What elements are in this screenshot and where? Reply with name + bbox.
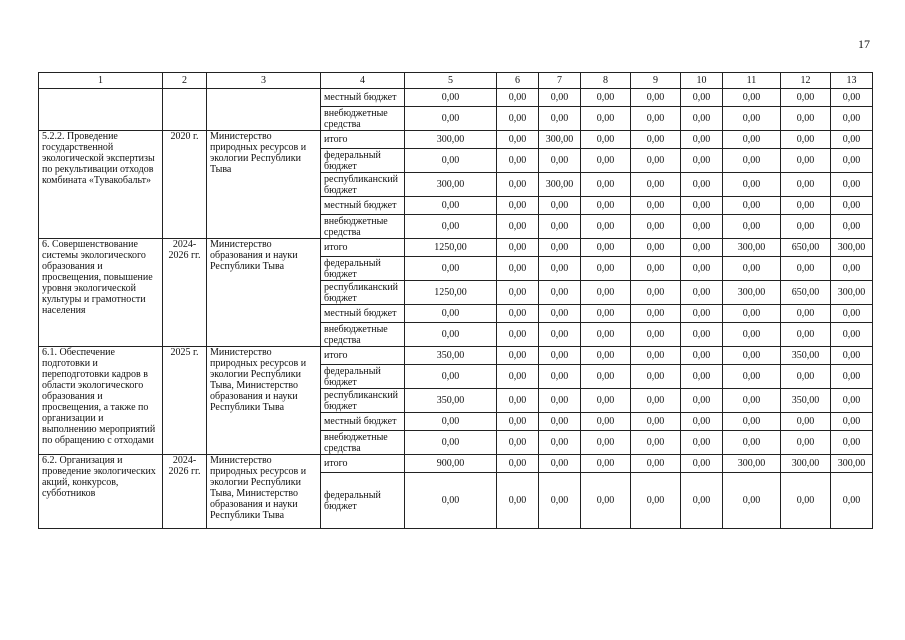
header-cell: 3 [207, 73, 321, 89]
amount-cell: 300,00 [723, 239, 781, 257]
amount-cell: 300,00 [781, 455, 831, 473]
amount-cell: 650,00 [781, 239, 831, 257]
table-row [39, 347, 873, 365]
funding-source-cell: местный бюджет [321, 305, 405, 323]
amount-cell: 0,00 [681, 365, 723, 389]
amount-cell: 0,00 [631, 131, 681, 149]
table-row [39, 455, 873, 473]
amount-cell: 0,00 [681, 413, 723, 431]
amount-cell: 300,00 [405, 131, 497, 149]
budget-table [38, 72, 873, 529]
amount-cell: 0,00 [539, 473, 581, 529]
amount-cell: 0,00 [497, 431, 539, 455]
funding-source-cell: местный бюджет [321, 197, 405, 215]
activity-name-cell: 5.2.2. Проведение государственной экологической экспертизы по рекультивации отходов комбината «Тувакобальт» [39, 131, 163, 239]
amount-cell: 0,00 [831, 257, 873, 281]
amount-cell: 350,00 [405, 347, 497, 365]
header-cell: 2 [163, 73, 207, 89]
amount-cell: 0,00 [581, 473, 631, 529]
amount-cell: 0,00 [781, 257, 831, 281]
amount-cell: 0,00 [497, 197, 539, 215]
year-cell [163, 89, 207, 131]
activity-name-cell: 6. Совершенствование системы экологического образования и просвещения, повышение уровня экологической культуры и грамотности населения [39, 239, 163, 347]
amount-cell: 0,00 [497, 215, 539, 239]
amount-cell: 0,00 [681, 173, 723, 197]
amount-cell: 0,00 [631, 197, 681, 215]
amount-cell: 0,00 [539, 239, 581, 257]
amount-cell: 0,00 [681, 281, 723, 305]
amount-cell: 0,00 [723, 389, 781, 413]
amount-cell: 300,00 [539, 131, 581, 149]
amount-cell: 0,00 [497, 173, 539, 197]
amount-cell: 0,00 [781, 197, 831, 215]
amount-cell: 0,00 [723, 257, 781, 281]
amount-cell: 0,00 [631, 347, 681, 365]
amount-cell: 300,00 [831, 455, 873, 473]
amount-cell: 0,00 [539, 323, 581, 347]
amount-cell: 0,00 [497, 257, 539, 281]
year-cell: 2020 г. [163, 131, 207, 239]
header-cell: 8 [581, 73, 631, 89]
amount-cell: 0,00 [831, 431, 873, 455]
amount-cell: 0,00 [723, 197, 781, 215]
amount-cell: 0,00 [723, 413, 781, 431]
amount-cell: 0,00 [631, 473, 681, 529]
amount-cell: 0,00 [581, 365, 631, 389]
amount-cell: 0,00 [581, 131, 631, 149]
amount-cell: 0,00 [539, 89, 581, 107]
amount-cell: 650,00 [781, 281, 831, 305]
header-cell: 12 [781, 73, 831, 89]
amount-cell: 0,00 [581, 215, 631, 239]
amount-cell: 0,00 [681, 197, 723, 215]
amount-cell: 0,00 [631, 173, 681, 197]
amount-cell: 0,00 [781, 89, 831, 107]
amount-cell: 0,00 [723, 215, 781, 239]
amount-cell: 0,00 [581, 431, 631, 455]
funding-source-cell: федеральный бюджет [321, 365, 405, 389]
amount-cell: 300,00 [831, 239, 873, 257]
header-cell: 1 [39, 73, 163, 89]
amount-cell: 0,00 [405, 413, 497, 431]
amount-cell: 0,00 [497, 455, 539, 473]
amount-cell: 0,00 [497, 281, 539, 305]
amount-cell: 0,00 [723, 365, 781, 389]
amount-cell: 0,00 [405, 257, 497, 281]
amount-cell: 0,00 [781, 149, 831, 173]
amount-cell: 0,00 [723, 473, 781, 529]
activity-name-cell: 6.2. Организация и проведение экологических акций, конкурсов, субботников [39, 455, 163, 529]
funding-source-cell: федеральный бюджет [321, 473, 405, 529]
header-cell: 11 [723, 73, 781, 89]
amount-cell: 0,00 [723, 89, 781, 107]
amount-cell: 0,00 [539, 257, 581, 281]
amount-cell: 0,00 [681, 131, 723, 149]
amount-cell: 0,00 [831, 131, 873, 149]
amount-cell: 0,00 [631, 281, 681, 305]
amount-cell: 0,00 [405, 473, 497, 529]
amount-cell: 0,00 [681, 347, 723, 365]
amount-cell: 0,00 [781, 305, 831, 323]
amount-cell: 0,00 [681, 389, 723, 413]
amount-cell: 0,00 [781, 413, 831, 431]
amount-cell: 0,00 [539, 305, 581, 323]
amount-cell: 0,00 [723, 305, 781, 323]
amount-cell: 0,00 [723, 431, 781, 455]
funding-source-cell: итого [321, 347, 405, 365]
amount-cell: 0,00 [539, 365, 581, 389]
table-row [39, 239, 873, 257]
funding-source-cell: республиканский бюджет [321, 389, 405, 413]
amount-cell: 0,00 [631, 413, 681, 431]
amount-cell: 0,00 [581, 173, 631, 197]
amount-cell: 0,00 [497, 323, 539, 347]
amount-cell: 350,00 [781, 389, 831, 413]
funding-source-cell: итого [321, 239, 405, 257]
amount-cell: 0,00 [497, 239, 539, 257]
amount-cell: 0,00 [497, 305, 539, 323]
amount-cell: 0,00 [723, 347, 781, 365]
amount-cell: 0,00 [681, 323, 723, 347]
amount-cell: 0,00 [631, 389, 681, 413]
amount-cell: 0,00 [781, 323, 831, 347]
amount-cell: 0,00 [831, 173, 873, 197]
table-row [39, 131, 873, 149]
amount-cell: 0,00 [405, 305, 497, 323]
amount-cell: 0,00 [497, 347, 539, 365]
table-row [39, 89, 873, 107]
funding-source-cell: внебюджетные средства [321, 107, 405, 131]
amount-cell: 0,00 [723, 107, 781, 131]
amount-cell: 0,00 [631, 89, 681, 107]
amount-cell: 300,00 [723, 281, 781, 305]
executor-cell: Министерство образования и науки Республики Тыва [207, 239, 321, 347]
amount-cell: 0,00 [781, 431, 831, 455]
funding-source-cell: республиканский бюджет [321, 281, 405, 305]
header-row [39, 73, 873, 89]
funding-source-cell: внебюджетные средства [321, 215, 405, 239]
amount-cell: 0,00 [631, 107, 681, 131]
amount-cell: 0,00 [723, 131, 781, 149]
amount-cell: 900,00 [405, 455, 497, 473]
amount-cell: 0,00 [631, 215, 681, 239]
funding-source-cell: федеральный бюджет [321, 149, 405, 173]
amount-cell: 0,00 [681, 149, 723, 173]
funding-source-cell: итого [321, 131, 405, 149]
amount-cell: 0,00 [781, 173, 831, 197]
amount-cell: 0,00 [681, 473, 723, 529]
amount-cell: 0,00 [405, 323, 497, 347]
amount-cell: 0,00 [539, 149, 581, 173]
amount-cell: 1250,00 [405, 239, 497, 257]
amount-cell: 0,00 [681, 305, 723, 323]
header-cell: 5 [405, 73, 497, 89]
header-cell: 7 [539, 73, 581, 89]
amount-cell: 0,00 [581, 281, 631, 305]
amount-cell: 1250,00 [405, 281, 497, 305]
amount-cell: 0,00 [581, 107, 631, 131]
page-number: 17 [858, 37, 870, 51]
funding-source-cell: внебюджетные средства [321, 323, 405, 347]
amount-cell: 0,00 [831, 107, 873, 131]
amount-cell: 0,00 [539, 215, 581, 239]
amount-cell: 0,00 [681, 107, 723, 131]
amount-cell: 0,00 [681, 215, 723, 239]
amount-cell: 0,00 [539, 413, 581, 431]
amount-cell: 0,00 [631, 365, 681, 389]
amount-cell: 0,00 [781, 365, 831, 389]
amount-cell: 0,00 [405, 431, 497, 455]
amount-cell: 0,00 [723, 149, 781, 173]
amount-cell: 0,00 [681, 257, 723, 281]
amount-cell: 0,00 [539, 107, 581, 131]
amount-cell: 0,00 [631, 239, 681, 257]
activity-name-cell [39, 89, 163, 131]
amount-cell: 0,00 [723, 323, 781, 347]
amount-cell: 0,00 [831, 389, 873, 413]
amount-cell: 0,00 [581, 149, 631, 173]
amount-cell: 0,00 [831, 323, 873, 347]
amount-cell: 0,00 [539, 389, 581, 413]
amount-cell: 0,00 [581, 455, 631, 473]
amount-cell: 0,00 [631, 431, 681, 455]
header-cell: 6 [497, 73, 539, 89]
funding-source-cell: итого [321, 455, 405, 473]
amount-cell: 0,00 [581, 197, 631, 215]
amount-cell: 0,00 [405, 107, 497, 131]
amount-cell: 0,00 [497, 89, 539, 107]
funding-source-cell: федеральный бюджет [321, 257, 405, 281]
executor-cell: Министерство природных ресурсов и экологии Республики Тыва, Министерство образования и науки Республики Тыва [207, 347, 321, 455]
amount-cell: 0,00 [497, 413, 539, 431]
amount-cell: 0,00 [831, 89, 873, 107]
amount-cell: 0,00 [497, 149, 539, 173]
header-cell: 13 [831, 73, 873, 89]
amount-cell: 300,00 [831, 281, 873, 305]
amount-cell: 0,00 [539, 431, 581, 455]
amount-cell: 0,00 [831, 149, 873, 173]
table-body [39, 73, 873, 529]
amount-cell: 0,00 [539, 281, 581, 305]
amount-cell: 0,00 [831, 413, 873, 431]
amount-cell: 0,00 [405, 89, 497, 107]
amount-cell: 0,00 [681, 89, 723, 107]
executor-cell: Министерство природных ресурсов и экологии Республики Тыва [207, 131, 321, 239]
executor-cell [207, 89, 321, 131]
amount-cell: 0,00 [681, 455, 723, 473]
year-cell: 2024-2026 гг. [163, 239, 207, 347]
amount-cell: 0,00 [497, 107, 539, 131]
amount-cell: 0,00 [831, 215, 873, 239]
amount-cell: 0,00 [405, 215, 497, 239]
amount-cell: 0,00 [831, 473, 873, 529]
amount-cell: 0,00 [781, 107, 831, 131]
amount-cell: 0,00 [631, 257, 681, 281]
amount-cell: 0,00 [581, 89, 631, 107]
funding-source-cell: внебюджетные средства [321, 431, 405, 455]
funding-source-cell: местный бюджет [321, 89, 405, 107]
amount-cell: 0,00 [539, 197, 581, 215]
amount-cell: 0,00 [781, 131, 831, 149]
amount-cell: 0,00 [581, 257, 631, 281]
amount-cell: 0,00 [581, 347, 631, 365]
executor-cell: Министерство природных ресурсов и экологии Республики Тыва, Министерство образования и науки Республики Тыва [207, 455, 321, 529]
amount-cell: 0,00 [781, 473, 831, 529]
amount-cell: 0,00 [781, 215, 831, 239]
amount-cell: 0,00 [405, 149, 497, 173]
amount-cell: 0,00 [831, 197, 873, 215]
amount-cell: 0,00 [539, 455, 581, 473]
amount-cell: 300,00 [723, 455, 781, 473]
amount-cell: 0,00 [631, 455, 681, 473]
amount-cell: 0,00 [539, 347, 581, 365]
amount-cell: 0,00 [581, 323, 631, 347]
amount-cell: 0,00 [405, 197, 497, 215]
funding-source-cell: местный бюджет [321, 413, 405, 431]
amount-cell: 0,00 [681, 431, 723, 455]
header-cell: 4 [321, 73, 405, 89]
amount-cell: 0,00 [497, 473, 539, 529]
amount-cell: 0,00 [631, 149, 681, 173]
amount-cell: 0,00 [405, 365, 497, 389]
amount-cell: 0,00 [497, 365, 539, 389]
amount-cell: 0,00 [831, 305, 873, 323]
amount-cell: 0,00 [581, 389, 631, 413]
header-cell: 9 [631, 73, 681, 89]
amount-cell: 0,00 [831, 347, 873, 365]
amount-cell: 0,00 [631, 305, 681, 323]
activity-name-cell: 6.1. Обеспечение подготовки и переподготовки кадров в области экологического образования и просвещения, а также по организации и выполнению мероприятий по обращению с отходами [39, 347, 163, 455]
amount-cell: 0,00 [581, 305, 631, 323]
amount-cell: 0,00 [497, 389, 539, 413]
amount-cell: 350,00 [781, 347, 831, 365]
header-cell: 10 [681, 73, 723, 89]
amount-cell: 300,00 [539, 173, 581, 197]
amount-cell: 0,00 [631, 323, 681, 347]
amount-cell: 0,00 [831, 365, 873, 389]
amount-cell: 0,00 [681, 239, 723, 257]
amount-cell: 0,00 [581, 239, 631, 257]
amount-cell: 350,00 [405, 389, 497, 413]
amount-cell: 0,00 [581, 413, 631, 431]
year-cell: 2024-2026 гг. [163, 455, 207, 529]
amount-cell: 0,00 [723, 173, 781, 197]
amount-cell: 300,00 [405, 173, 497, 197]
year-cell: 2025 г. [163, 347, 207, 455]
funding-source-cell: республиканский бюджет [321, 173, 405, 197]
amount-cell: 0,00 [497, 131, 539, 149]
